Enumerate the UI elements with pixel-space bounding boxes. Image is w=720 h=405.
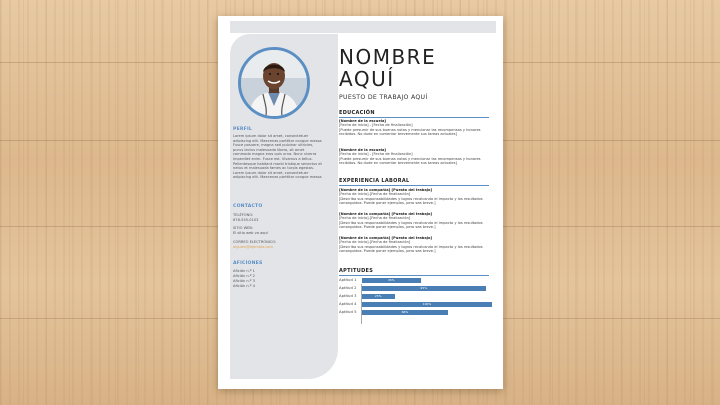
education-dates: [Fecha de inicio] - [Fecha de finalización]	[339, 123, 413, 128]
phone-label: TELÉFONO:	[233, 213, 254, 217]
skill-label: Aptitud 3	[339, 293, 357, 298]
skill-bar	[362, 286, 486, 291]
experience-desc: [Describa sus responsabilidades y logros recalcando el impacto y los resultados conseguidos. Puede poner ejemplos, pero sea breve.]	[339, 244, 483, 254]
skill-bar	[362, 278, 421, 283]
section-divider	[339, 117, 489, 118]
experience-entry	[339, 212, 491, 230]
section-divider	[339, 275, 489, 276]
skill-row	[339, 285, 499, 292]
section-divider	[339, 185, 489, 186]
hobby-item: Afición n.º 2	[233, 274, 255, 278]
skill-bar	[362, 302, 492, 307]
candidate-name-line2: AQUÍ	[339, 67, 395, 91]
skill-row	[339, 309, 499, 316]
education-heading: EDUCACIÓN	[339, 110, 375, 116]
education-entry	[339, 148, 491, 166]
candidate-name-line1: NOMBRE	[339, 45, 437, 69]
phone-value: 678-555-0103	[233, 218, 259, 222]
email-label: CORREO ELECTRÓNICO:	[233, 240, 277, 244]
company-title: [Nombre de la compañía] [Puesto del trabajo]	[339, 212, 433, 216]
contact-heading: CONTACTO	[233, 204, 263, 209]
experience-desc: [Describa sus responsabilidades y logros recalcando el impacto y los resultados conseguidos. Puede poner ejemplos, pero sea breve.]	[339, 220, 483, 230]
web-value: El sitio web va aquí	[233, 231, 268, 235]
experience-desc: [Describa sus responsabilidades y logros recalcando el impacto y los resultados conseguidos. Puede poner ejemplos, pero sea breve.]	[339, 196, 483, 206]
profile-photo	[238, 47, 310, 119]
skill-bar	[362, 310, 448, 315]
skill-percent: 66%	[401, 310, 409, 314]
skill-percent: 95%	[420, 286, 428, 290]
skill-label: Aptitud 2	[339, 285, 357, 290]
company-title: [Nombre de la compañía] [Puesto del trabajo]	[339, 236, 433, 240]
hobbies-heading: AFICIONES	[233, 261, 263, 266]
education-dates: [Fecha de inicio] - [Fecha de finalización]	[339, 152, 413, 157]
skill-label: Aptitud 4	[339, 301, 357, 306]
skill-row	[339, 293, 499, 300]
skill-row	[339, 301, 499, 308]
candidate-name	[339, 46, 436, 90]
education-entry	[339, 119, 491, 137]
person-portrait-icon	[241, 50, 307, 116]
skill-row	[339, 277, 499, 284]
skill-bar	[362, 294, 395, 299]
resume-page	[218, 16, 503, 389]
hobby-item: Afición n.º 4	[233, 284, 255, 288]
top-accent-bar	[230, 21, 496, 33]
profile-heading: PERFIL	[233, 127, 253, 132]
skill-percent: 100%	[422, 302, 432, 306]
hobby-item: Afición n.º 3	[233, 279, 255, 283]
skill-percent: 45%	[387, 278, 395, 282]
experience-dates: [Fecha de inicio]-[Fecha de finalización]	[339, 216, 411, 221]
experience-entry	[339, 236, 491, 254]
experience-entry	[339, 188, 491, 206]
experience-heading: EXPERIENCIA LABORAL	[339, 178, 410, 184]
experience-dates: [Fecha de inicio]-[Fecha de finalización]	[339, 192, 411, 197]
profile-text: Lorem ipsum dolor sit amet, consectetuer adipiscing elit. Maecenas porttitor congue massa. Fusce posuere, magna sed pulvinar ultricies, purus lectus malesuada libero, sit amet commodo magna eros quis urna. Nunc viverra imperdiet enim. Fusce est. Vivamus a tellus. Pellentesque habitant morbi tristique senectus et netus et malesuada fames ac turpis egestas. Lorem ipsum dolor sit amet, consectetuer adipiscing elit. Maecenas porttitor congue massa.	[233, 134, 323, 180]
email-link[interactable]: alguien@ejemplo.com	[233, 245, 273, 249]
skill-label: Aptitud 1	[339, 277, 357, 282]
skill-label: Aptitud 5	[339, 309, 357, 314]
education-desc: [Puede presumir de sus buenas notas y mencionar las recompensas y honores recibidos. No dude en comentar brevemente sus tareas actuales]	[339, 127, 481, 137]
job-title: PUESTO DE TRABAJO AQUÍ	[339, 94, 428, 101]
skill-percent: 25%	[374, 294, 382, 298]
skills-heading: APTITUDES	[339, 268, 374, 274]
web-label: SITIO WEB:	[233, 226, 254, 230]
school-name: [Nombre de la escuela]	[339, 119, 387, 123]
education-desc: [Puede presumir de sus buenas notas y mencionar las recompensas y honores recibidos. No dude en comentar brevemente sus tareas actuales]	[339, 156, 481, 166]
company-title: [Nombre de la compañía] [Puesto del trabajo]	[339, 188, 433, 192]
school-name: [Nombre de la escuela]	[339, 148, 387, 152]
hobby-item: Afición n.º 1	[233, 269, 255, 273]
experience-dates: [Fecha de inicio]-[Fecha de finalización]	[339, 240, 411, 245]
